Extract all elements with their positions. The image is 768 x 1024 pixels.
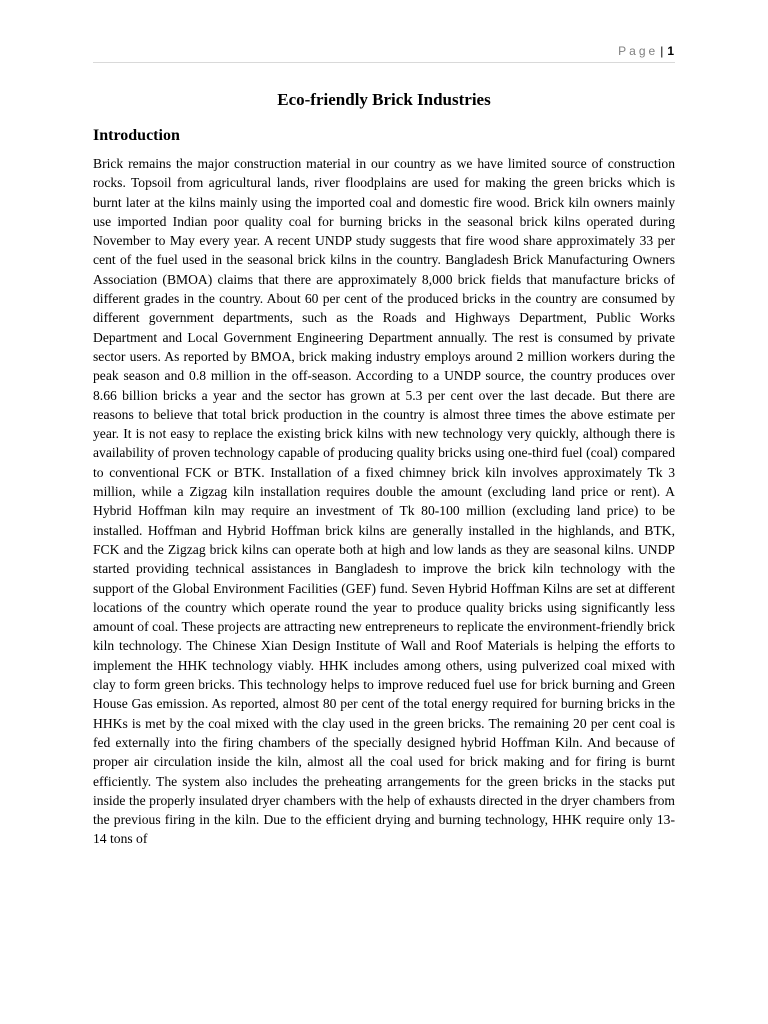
page-header <box>618 44 674 58</box>
body-paragraph: Brick remains the major construction material in our country as we have limited source of construction rocks. Topsoil from agricultural lands, river floodplains are used for making the green bricks which is burnt later at the kilns mainly using the imported coal and domestic fire wood. Brick kiln owners mainly use imported Indian poor quality coal for burning bricks in the seasonal brick kilns operated during November to May every year. A recent UNDP study suggests that fire wood share approximately 33 per cent of the fuel used in the seasonal brick kilns in the country. Bangladesh Brick Manufacturing Owners Association (BMOA) claims that there are approximately 8,000 brick fields that manufacture bricks of different grades in the country. About 60 per cent of the produced bricks in the country are consumed by different government departments, such as the Roads and Highways Department, Public Works Department and Local Government Engineering Department annually. The rest is consumed by private sector users. As reported by BMOA, brick making industry employs around 2 million workers during the peak season and 0.8 million in the off-season. According to a UNDP source, the country produces over 8.66 billion bricks a year and the sector has grown at 5.3 per cent over the last decade. But there are reasons to believe that total brick production in the country is almost three times the above estimate per year. It is not easy to replace the existing brick kilns with new technology very quickly, although there is availability of proven technology capable of producing quality bricks using one-third fuel (coal) compared to conventional FCK or BTK. Installation of a fixed chimney brick kiln involves approximately Tk 3 million, while a Zigzag kiln installation requires double the amount (excluding land price or rent). A Hybrid Hoffman kiln may require an investment of Tk 80-100 million (excluding land price) to be installed. Hoffman and Hybrid Hoffman brick kilns are generally installed in the highlands, and BTK, FCK and the Zigzag brick kilns can operate both at high and low lands as they are seasonal kilns. UNDP started providing technical assistances in Bangladesh to improve the brick kiln technology with the support of the Global Environment Facilities (GEF) fund. Seven Hybrid Hoffman Kilns are set at different locations of the country which operate round the year to produce quality bricks using significantly less amount of coal. These projects are attracting new entrepreneurs to replicate the environment-friendly brick kiln technology. The Chinese Xian Design Institute of Wall and Roof Materials is helping the efforts to implement the HHK technology viably. HHK includes among others, using pulverized coal mixed with clay to form green bricks. This technology helps to improve reduced fuel use for brick burning and Green House Gas emission. As reported, almost 80 per cent of the total energy required for burning bricks in the HHKs is met by the coal mixed with the clay used in the green bricks. The remaining 20 per cent coal is fed externally into the firing chambers of the specially designed hybrid Hoffman Kiln. And because of proper air circulation inside the kiln, almost all the coal used for brick making and for firing is burnt efficiently. The system also includes the preheating arrangements for the green bricks in the stacks put inside the properly insulated dryer chambers with the help of exhausts directed in the dryer chambers from the previous firing in the kiln. Due to the efficient drying and burning technology, HHK require only 13-14 tons of <box>93 156 675 847</box>
page-label: Page <box>618 44 659 58</box>
section-heading: Introduction <box>93 127 180 144</box>
page-number: 1 <box>667 44 674 58</box>
header-separator: | <box>660 44 664 58</box>
document-title: Eco-friendly Brick Industries <box>277 90 491 109</box>
header-divider <box>93 62 675 63</box>
